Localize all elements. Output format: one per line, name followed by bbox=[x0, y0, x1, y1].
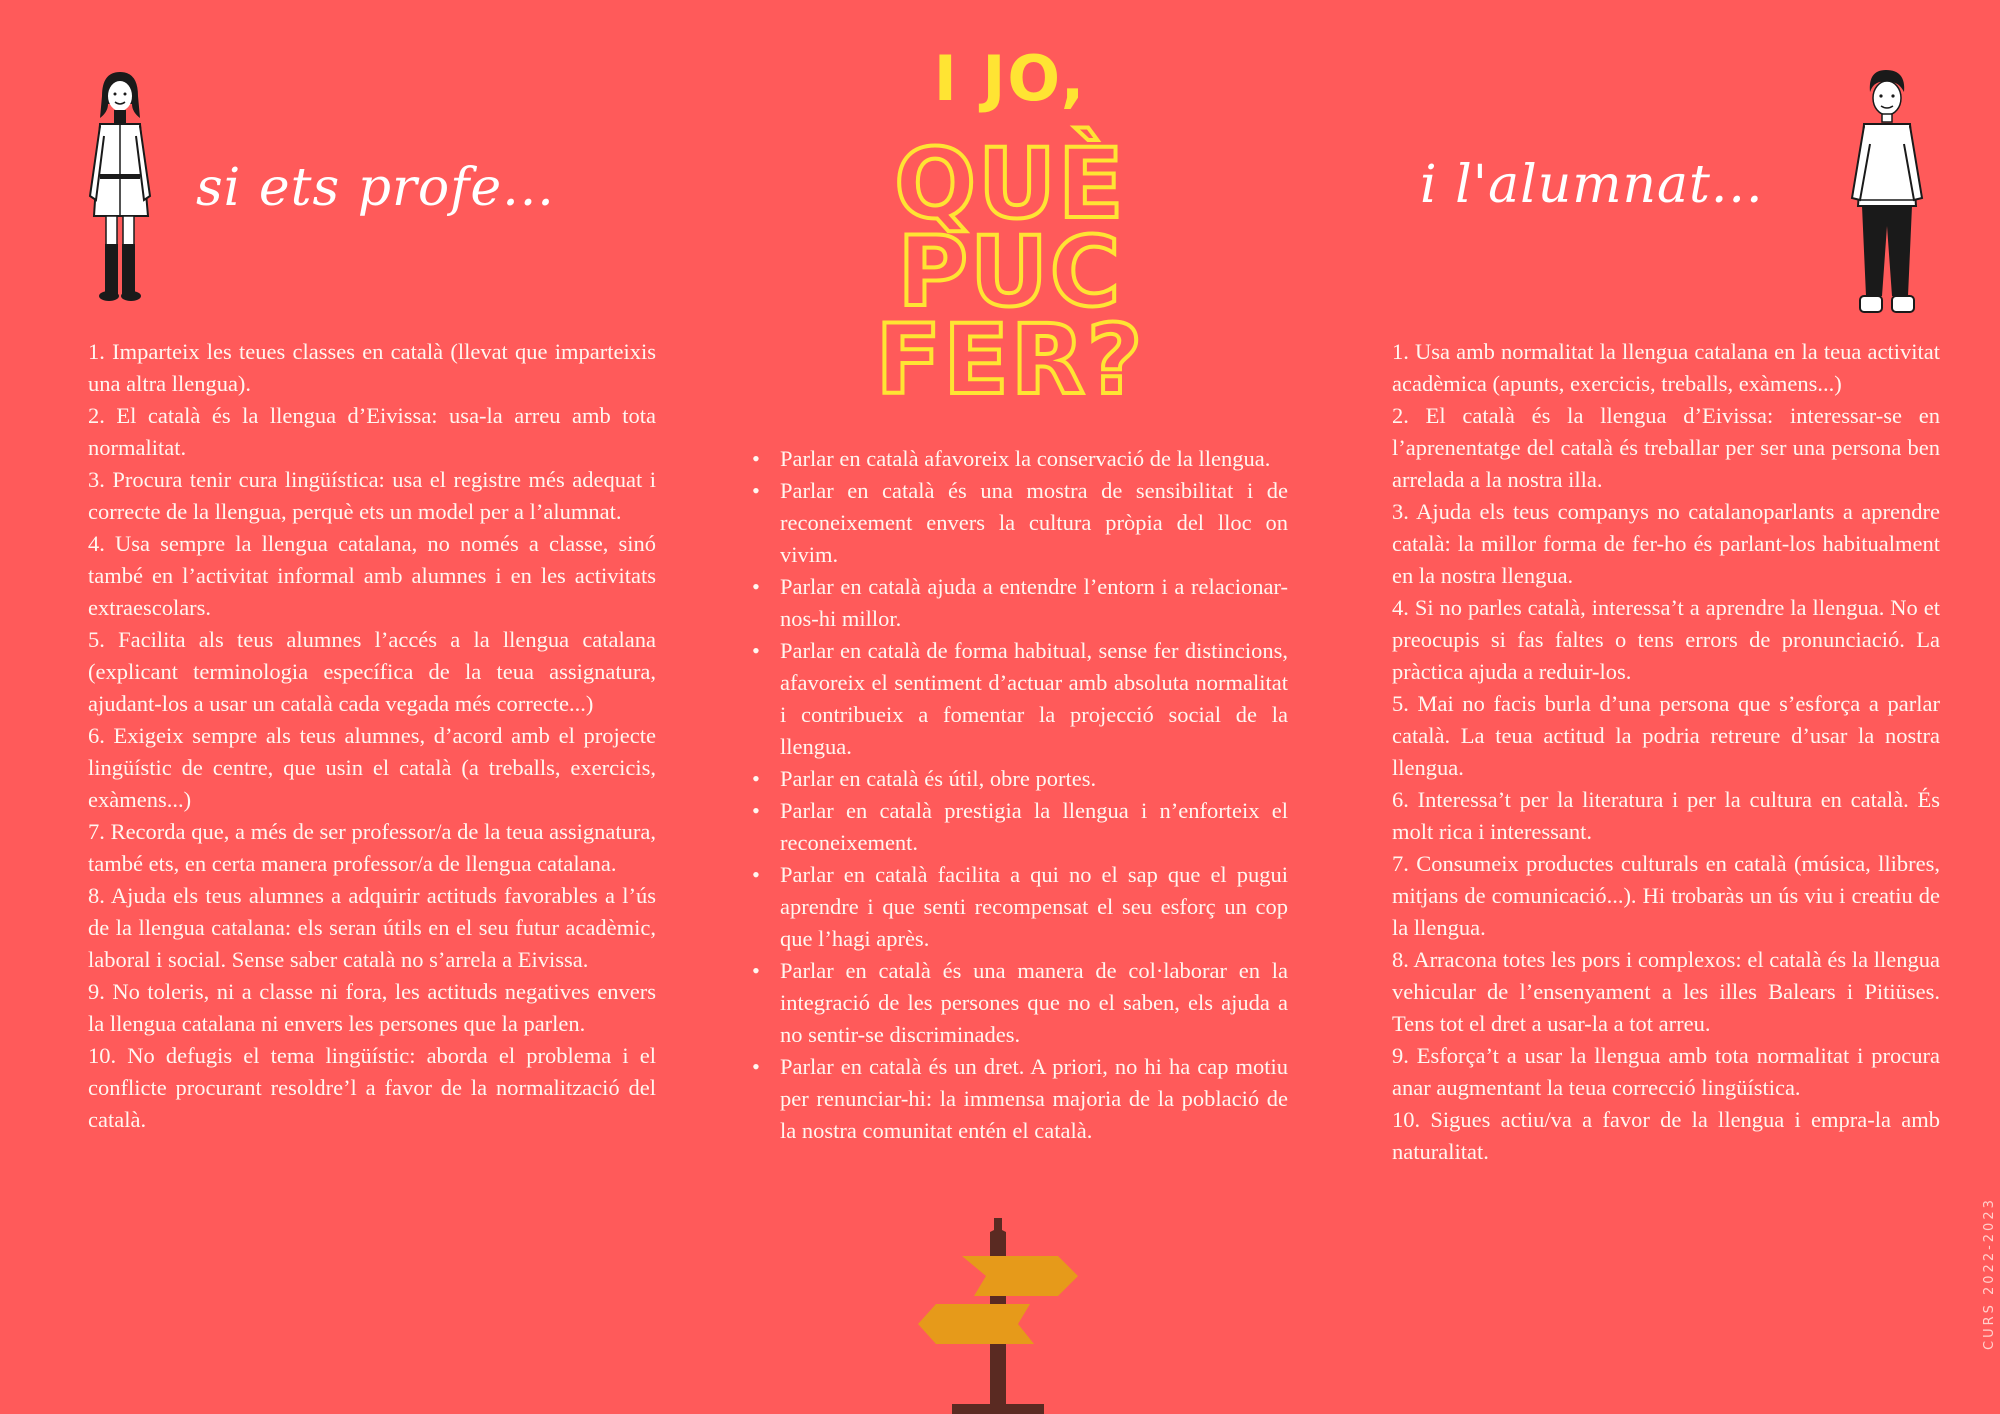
teacher-list bbox=[88, 336, 656, 1136]
student-item-8: 8. Arracona totes les pors i complexos: el català és la llengua vehicular de l’ensenyament a les illes Balears i Pitiüses. Tens tot el dret a usar-la a tot arreu. bbox=[1392, 947, 1940, 1036]
teacher-item-9: 9. No toleris, ni a classe ni fora, les actituds negatives envers la llengua catalana ni envers les persones que la parlen. bbox=[88, 979, 656, 1036]
teacher-item-7: 7. Recorda que, a més de ser professor/a de la teua assignatura, també ets, en certa manera professor/a de llengua catalana. bbox=[88, 819, 656, 876]
center-item-9: • Parlar en català és un dret. A priori, no hi ha cap motiu per renunciar-hi: la immensa majoria de la població de la nostra comunitat entén el català. bbox=[780, 1051, 1288, 1147]
student-item-6: 6. Interessa’t per la literatura i per la cultura en català. És molt rica i interessant. bbox=[1392, 787, 1940, 844]
teacher-item-2: 2. El català és la llengua d’Eivissa: usa-la arreu amb tota normalitat. bbox=[88, 403, 656, 460]
student-item-10: 10. Sigues actiu/va a favor de la llengua i empra-la amb naturalitat. bbox=[1392, 1107, 1940, 1164]
student-item-1: 1. Usa amb normalitat la llengua catalana en la teua activitat acadèmica (apunts, exercicis, treballs, exàmens...) bbox=[1392, 339, 1940, 396]
title-line-2: QUÈ bbox=[894, 128, 1126, 240]
title-line-3: PUC bbox=[897, 216, 1123, 328]
footer-note: CURS 2022-2023 bbox=[1982, 1197, 1997, 1350]
teacher-icon bbox=[82, 66, 158, 302]
center-item-2: • Parlar en català és una mostra de sensibilitat i de reconeixement envers la cultura pròpia del lloc on vivim. bbox=[780, 475, 1288, 571]
student-item-7: 7. Consumeix productes culturals en català (música, llibres, mitjans de comunicació...). Hi trobaràs un ús viu i creatiu de la llengua. bbox=[1392, 851, 1940, 940]
student-heading: i l'alumnat... bbox=[1420, 155, 1764, 215]
student-list bbox=[1392, 336, 1940, 1168]
student-item-5: 5. Mai no facis burla d’una persona que s’esforça a parlar català. La teua actitud la podria retreure d’usar la nostra llengua. bbox=[1392, 691, 1940, 780]
teacher-item-3: 3. Procura tenir cura lingüística: usa el registre més adequat i correcte de la llengua, perquè ets un model per a l’alumnat. bbox=[88, 467, 656, 524]
title-line-4: FER? bbox=[875, 304, 1145, 416]
center-item-8: • Parlar en català és una manera de col·laborar en la integració de les persones que no el saben, els ajuda a no sentir-se discriminades. bbox=[780, 955, 1288, 1051]
student-icon bbox=[1846, 66, 1926, 326]
teacher-item-10: 10. No defugis el tema lingüístic: aborda el problema i el conflicte procurant resoldre’l a favor de la normalització del català. bbox=[88, 1043, 656, 1132]
center-item-5: • Parlar en català és útil, obre portes. bbox=[780, 763, 1288, 795]
teacher-heading: si ets profe... bbox=[196, 158, 555, 218]
center-item-3: • Parlar en català ajuda a entendre l’entorn i a relacionar-nos-hi millor. bbox=[780, 571, 1288, 635]
student-item-3: 3. Ajuda els teus companys no catalanoparlants a aprendre català: la millor forma de fer-ho és parlant-los habitualment en la nostra llengua. bbox=[1392, 499, 1940, 588]
student-item-2: 2. El català és la llengua d’Eivissa: interessar-se en l’aprenentatge del català és treballar per ser una persona ben arrelada a la nostra illa. bbox=[1392, 403, 1940, 492]
teacher-item-8: 8. Ajuda els teus alumnes a adquirir actituds favorables a l’ús de la llengua catalana: els seran útils en el seu futur acadèmic, laboral i social. Sense saber català no s’arrela a Eivissa. bbox=[88, 883, 656, 972]
teacher-item-6: 6. Exigeix sempre als teus alumnes, d’acord amb el projecte lingüístic de centre, que usin el català (a treballs, exercicis, exàmens...) bbox=[88, 723, 656, 812]
teacher-item-5: 5. Facilita als teus alumnes l’accés a la llengua catalana (explicant terminologia específica de la teua assignatura, ajudant-los a usar un català cada vegada més correcte...) bbox=[88, 627, 656, 716]
center-item-7: • Parlar en català facilita a qui no el sap que el pugui aprendre i que senti recompensat el seu esforç un cop que l’hagi après. bbox=[780, 859, 1288, 955]
teacher-item-4: 4. Usa sempre la llengua catalana, no només a classe, sinó també en l’activitat informal amb alumnes i en les activitats extraescolars. bbox=[88, 531, 656, 620]
center-item-1: • Parlar en català afavoreix la conservació de la llengua. bbox=[780, 443, 1288, 475]
center-item-6: • Parlar en català prestigia la llengua i n’enforteix el reconeixement. bbox=[780, 795, 1288, 859]
teacher-item-1: 1. Imparteix les teues classes en català (llevat que imparteixis una altra llengua). bbox=[88, 339, 656, 396]
center-item-4: • Parlar en català de forma habitual, sense fer distincions, afavoreix el sentiment d’actuar amb absoluta normalitat i contribueix a fomentar la projecció social de la llengua. bbox=[780, 635, 1288, 763]
center-list bbox=[752, 443, 1288, 1147]
student-item-9: 9. Esforça’t a usar la llengua amb tota normalitat i procura anar augmentant la teua correcció lingüística. bbox=[1392, 1043, 1940, 1100]
title-line-1: I JO, bbox=[933, 42, 1087, 115]
signpost-icon bbox=[918, 1218, 1078, 1414]
student-item-4: 4. Si no parles català, interessa’t a aprendre la llengua. No et preocupis si fas faltes o tens errors de pronunciació. La pràctica ajuda a reduir-los. bbox=[1392, 595, 1940, 684]
